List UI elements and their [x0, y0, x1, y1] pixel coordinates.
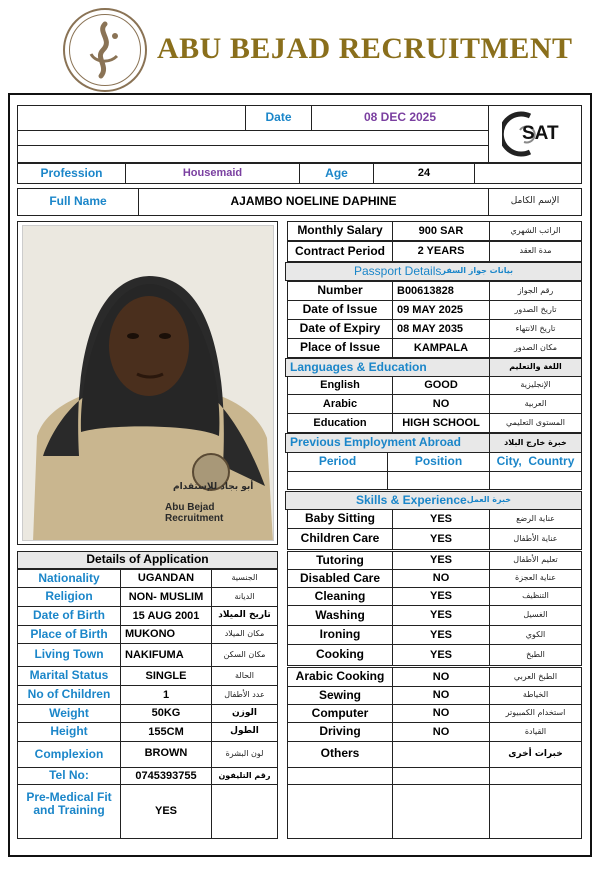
marital-status-value: SINGLE	[120, 666, 212, 686]
full-name-label: Full Name	[17, 188, 139, 216]
skill-washing-label: Washing	[287, 605, 393, 626]
date-value: 08 DEC 2025	[311, 105, 489, 131]
arabic-label: Arabic	[287, 394, 393, 414]
arabic-value: NO	[392, 394, 490, 414]
monthly-salary-label: Monthly Salary	[287, 221, 393, 241]
monthly-salary-value: 900 SAR	[392, 221, 490, 241]
skill-driving-ar: القيادة	[489, 722, 582, 742]
skill-children-care-value: YES	[392, 528, 490, 550]
english-value: GOOD	[392, 376, 490, 395]
skill-tutoring-value: YES	[392, 551, 490, 570]
skill-computer-value: NO	[392, 704, 490, 723]
tel-value: 0745393755	[120, 767, 212, 785]
weight-label: Weight	[17, 704, 121, 723]
skill-tutoring-ar: تعليم الأطفال	[489, 551, 582, 570]
blank-cell	[17, 105, 246, 131]
passport-issue-ar: تاريخ الصدور	[489, 300, 582, 320]
others-label: Others	[287, 741, 393, 768]
blank-cell	[287, 767, 393, 785]
children-ar: عدد الأطفال	[211, 685, 278, 705]
skill-sewing-value: NO	[392, 686, 490, 705]
passport-header	[285, 262, 582, 281]
skills-header	[285, 491, 582, 510]
arabic-ar: العربية	[489, 394, 582, 414]
living-town-ar: مكان السكن	[211, 643, 278, 667]
passport-number-label: Number	[287, 281, 393, 301]
passport-number-value: B00613828	[392, 281, 490, 301]
skill-sewing-label: Sewing	[287, 686, 393, 705]
education-ar: المستوى التعليمي	[489, 413, 582, 433]
marital-status-ar: الحالة	[211, 666, 278, 686]
full-name-label-ar: الإسم الكامل	[488, 188, 582, 216]
passport-number-ar: رقم الجواز	[489, 281, 582, 301]
religion-label: Religion	[17, 587, 121, 607]
skill-driving-label: Driving	[287, 722, 393, 742]
full-name-value: AJAMBO NOELINE DAPHINE	[138, 188, 489, 216]
badge-text-en: Abu Bejad Recruitment	[165, 502, 224, 524]
dob-label: Date of Birth	[17, 606, 121, 626]
passport-place-ar: مكان الصدور	[489, 338, 582, 358]
employment-blank-cell	[387, 471, 490, 490]
contract-period-ar: مدة العقد	[489, 241, 582, 262]
height-label: Height	[17, 722, 121, 742]
skill-cooking-ar: الطبخ	[489, 644, 582, 666]
employment-position-header: Position	[387, 452, 490, 472]
skill-arabic-cooking-label: Arabic Cooking	[287, 667, 393, 687]
passport-expiry-label: Date of Expiry	[287, 319, 393, 339]
blank-cell	[489, 784, 582, 839]
employment-title-ar: خبرة خارج البلاد	[489, 433, 582, 453]
profession-value: Housemaid	[125, 163, 300, 184]
company-name: ABU BEJAD RECRUITMENT	[157, 32, 573, 65]
complexion-label: Complexion	[17, 741, 121, 768]
skill-baby-sitting-label: Baby Sitting	[287, 509, 393, 529]
contract-period-value: 2 YEARS	[392, 241, 490, 262]
age-label: Age	[299, 163, 374, 184]
date-label: Date	[245, 105, 312, 131]
nationality-ar: الجنسية	[211, 569, 278, 588]
skill-washing-value: YES	[392, 605, 490, 626]
marital-status-label: Marital Status	[17, 666, 121, 686]
skill-children-care-ar: عناية الأطفال	[489, 528, 582, 550]
skill-disabled-care-label: Disabled Care	[287, 569, 393, 588]
skill-washing-ar: الغسيل	[489, 605, 582, 626]
skill-disabled-care-ar: عناية العجزة	[489, 569, 582, 588]
height-value: 155CM	[120, 722, 212, 742]
skill-cooking-label: Cooking	[287, 644, 393, 666]
others-value	[392, 741, 490, 768]
religion-value: NON- MUSLIM	[120, 587, 212, 607]
skill-arabic-cooking-ar: الطبخ العربي	[489, 667, 582, 687]
children-value: 1	[120, 685, 212, 705]
skills-title-ar: خبرة العمل	[466, 495, 511, 505]
tel-label: Tel No:	[17, 767, 121, 785]
skill-disabled-care-value: NO	[392, 569, 490, 588]
education-label: Education	[287, 413, 393, 433]
skill-ironing-value: YES	[392, 625, 490, 645]
passport-expiry-value: 08 MAY 2035	[392, 319, 490, 339]
blank-cell	[392, 767, 490, 785]
passport-place-value: KAMPALA	[392, 338, 490, 358]
blank-cell	[489, 767, 582, 785]
sat-logo-text: SAT	[522, 123, 559, 144]
company-logo	[63, 8, 147, 92]
religion-ar: الديانة	[211, 587, 278, 607]
skill-baby-sitting-value: YES	[392, 509, 490, 529]
passport-title-ar: بيانات جواز السفر	[441, 266, 513, 276]
skill-children-care-label: Children Care	[287, 528, 393, 550]
nationality-value: UGANDAN	[120, 569, 212, 588]
skill-cleaning-label: Cleaning	[287, 587, 393, 606]
employment-blank-cell	[489, 471, 582, 490]
blank-row	[17, 130, 489, 146]
living-town-value: NAKIFUMA	[120, 643, 212, 667]
education-value: HIGH SCHOOL	[392, 413, 490, 433]
skill-sewing-ar: الخياطة	[489, 686, 582, 705]
employment-blank-cell	[287, 471, 388, 490]
monthly-salary-ar: الراتب الشهري	[489, 221, 582, 241]
skill-cooking-value: YES	[392, 644, 490, 666]
skills-title: Skills & Experience	[355, 492, 467, 507]
passport-place-label: Place of Issue	[287, 338, 393, 358]
blank-cell	[287, 784, 393, 839]
blank-cell	[392, 784, 490, 839]
sat-logo	[502, 108, 574, 160]
pob-ar: مكان الميلاد	[211, 625, 278, 644]
skill-computer-label: Computer	[287, 704, 393, 723]
badge-text-ar: أبو بجاد للإستقدام	[173, 482, 254, 492]
contract-period-label: Contract Period	[287, 241, 393, 262]
passport-issue-label: Date of Issue	[287, 300, 393, 320]
profession-label: Profession	[17, 163, 126, 184]
weight-value: 50KG	[120, 704, 212, 723]
candidate-photo	[22, 225, 274, 541]
complexion-value: BROWN	[120, 741, 212, 768]
employment-title: Previous Employment Abroad	[285, 433, 490, 453]
living-town-label: Living Town	[17, 643, 121, 667]
height-ar: الطول	[211, 722, 278, 742]
passport-expiry-ar: تاريخ الانتهاء	[489, 319, 582, 339]
skill-cleaning-ar: التنظيف	[489, 587, 582, 606]
dob-ar: تاريخ الميلاد	[211, 606, 278, 626]
passport-issue-value: 09 MAY 2025	[392, 300, 490, 320]
passport-title: Passport Details	[353, 263, 442, 278]
skill-ironing-label: Ironing	[287, 625, 393, 645]
skill-baby-sitting-ar: عناية الرضع	[489, 509, 582, 529]
others-ar: خبرات أخرى	[489, 741, 582, 768]
blank-cell	[474, 163, 582, 184]
complexion-ar: لون البشرة	[211, 741, 278, 768]
tel-ar: رقم التليفون	[211, 767, 278, 785]
blank-row	[17, 145, 489, 163]
employment-period-header: Period	[287, 452, 388, 472]
skill-computer-ar: استخدام الكمبيوتر	[489, 704, 582, 723]
skill-tutoring-label: Tutoring	[287, 551, 393, 570]
blank-cell	[211, 784, 278, 839]
skill-driving-value: NO	[392, 722, 490, 742]
languages-title: Languages & Education	[285, 358, 490, 377]
children-label: No of Children	[17, 685, 121, 705]
age-value: 24	[373, 163, 475, 184]
header	[0, 0, 611, 95]
premedical-value: YES	[120, 784, 212, 839]
english-label: English	[287, 376, 393, 395]
skill-ironing-ar: الكوي	[489, 625, 582, 645]
pob-label: Place of Birth	[17, 625, 121, 644]
pob-value: MUKONO	[120, 625, 212, 644]
nationality-label: Nationality	[17, 569, 121, 588]
dob-value: 15 AUG 2001	[120, 606, 212, 626]
premedical-label: Pre-Medical Fit and Training	[17, 784, 121, 839]
english-ar: الإنجليزية	[489, 376, 582, 395]
application-title: Details of Application	[17, 551, 278, 569]
skill-cleaning-value: YES	[392, 587, 490, 606]
languages-title-ar: اللغة والتعليم	[489, 358, 582, 377]
weight-ar: الوزن	[211, 704, 278, 723]
skill-arabic-cooking-value: NO	[392, 667, 490, 687]
employment-city-header: City, Country	[489, 452, 582, 472]
